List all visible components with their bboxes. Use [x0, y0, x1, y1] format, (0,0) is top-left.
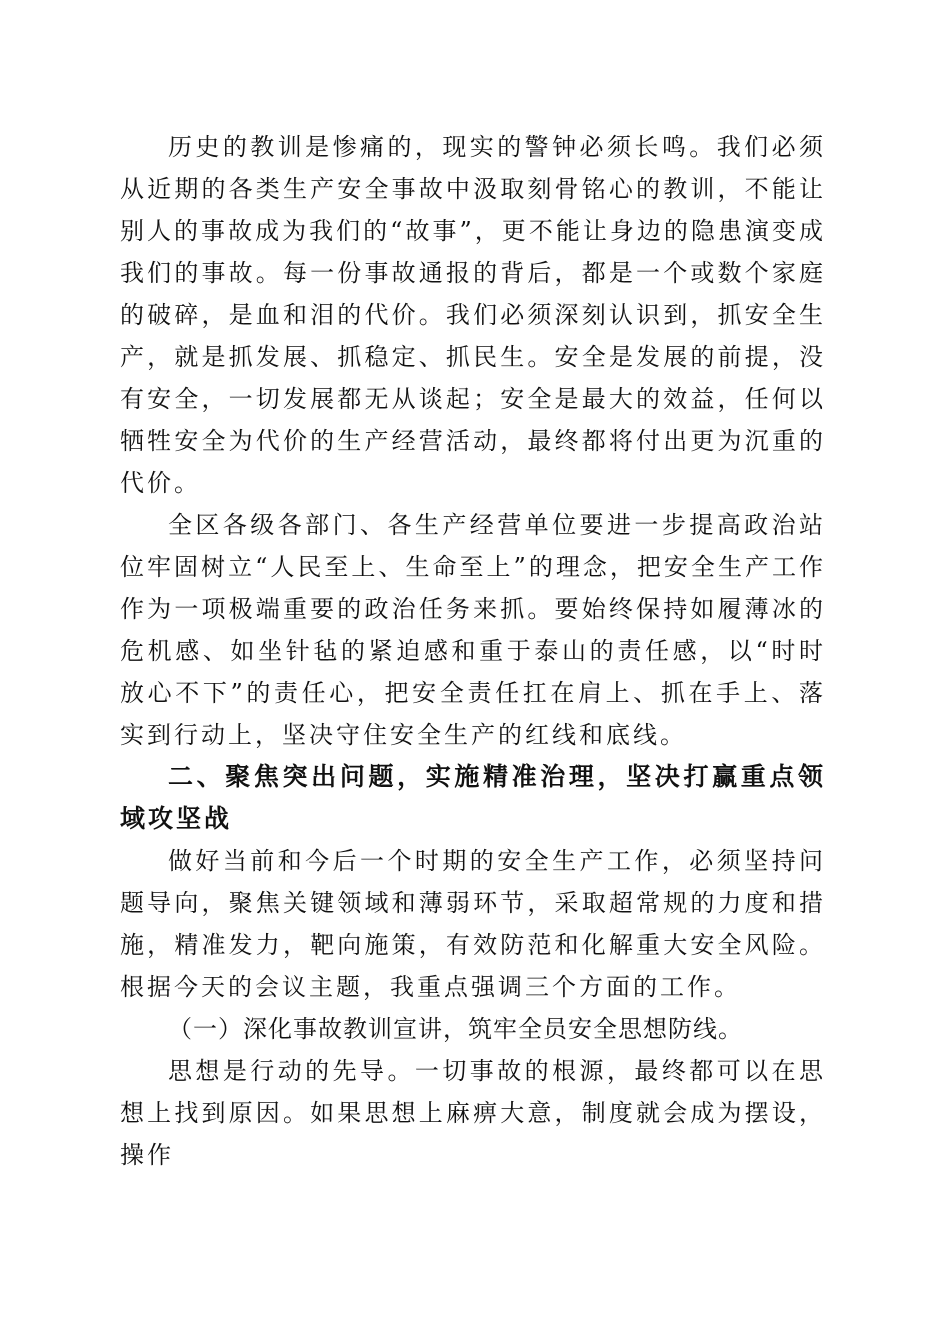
- paragraph-problem-oriented: 做好当前和今后一个时期的安全生产工作，必须坚持问题导向，聚焦关键领域和薄弱环节，采取超常规的力度和措施，精准发力，靶向施策，有效防范和化解重大安全风险。根据今天的会议主题，我重点强调三个方面的工作。: [120, 847, 826, 1001]
- paragraph-political-stance: 全区各级各部门、各生产经营单位要进一步提高政治站位牢固树立“人民至上、生命至上”的理念，把安全生产工作作为一项极端重要的政治任务来抓。要始终保持如履薄冰的危机感、如坐针毡的紧迫感和重于泰山的责任感，以“时时放心不下”的责任心，把安全责任扛在肩上、抓在手上、落实到行动上，坚决守住安全生产的红线和底线。: [120, 511, 826, 749]
- paragraph-thought-guide: 思想是行动的先导。一切事故的根源，最终都可以在思想上找到原因。如果思想上麻痹大意，制度就会成为摆设，操作: [120, 1057, 826, 1169]
- document-page: [120, 126, 826, 1176]
- section-heading-two: 二、聚焦突出问题，实施精准治理，坚决打赢重点领域攻坚战: [120, 762, 826, 833]
- subsection-heading-one: （一）深化事故教训宣讲，筑牢全员安全思想防线。: [168, 1015, 743, 1043]
- paragraph-history-lessons: 历史的教训是惨痛的，现实的警钟必须长鸣。我们必须从近期的各类生产安全事故中汲取刻骨铭心的教训，不能让别人的事故成为我们的“故事”，更不能让身边的隐患演变成我们的事故。每一份事故通报的背后，都是一个或数个家庭的破碎，是血和泪的代价。我们必须深刻认识到，抓安全生产，就是抓发展、抓稳定、抓民生。安全是发展的前提，没有安全，一切发展都无从谈起；安全是最大的效益，任何以牺牲安全为代价的生产经营活动，最终都将付出更为沉重的代价。: [120, 133, 826, 497]
